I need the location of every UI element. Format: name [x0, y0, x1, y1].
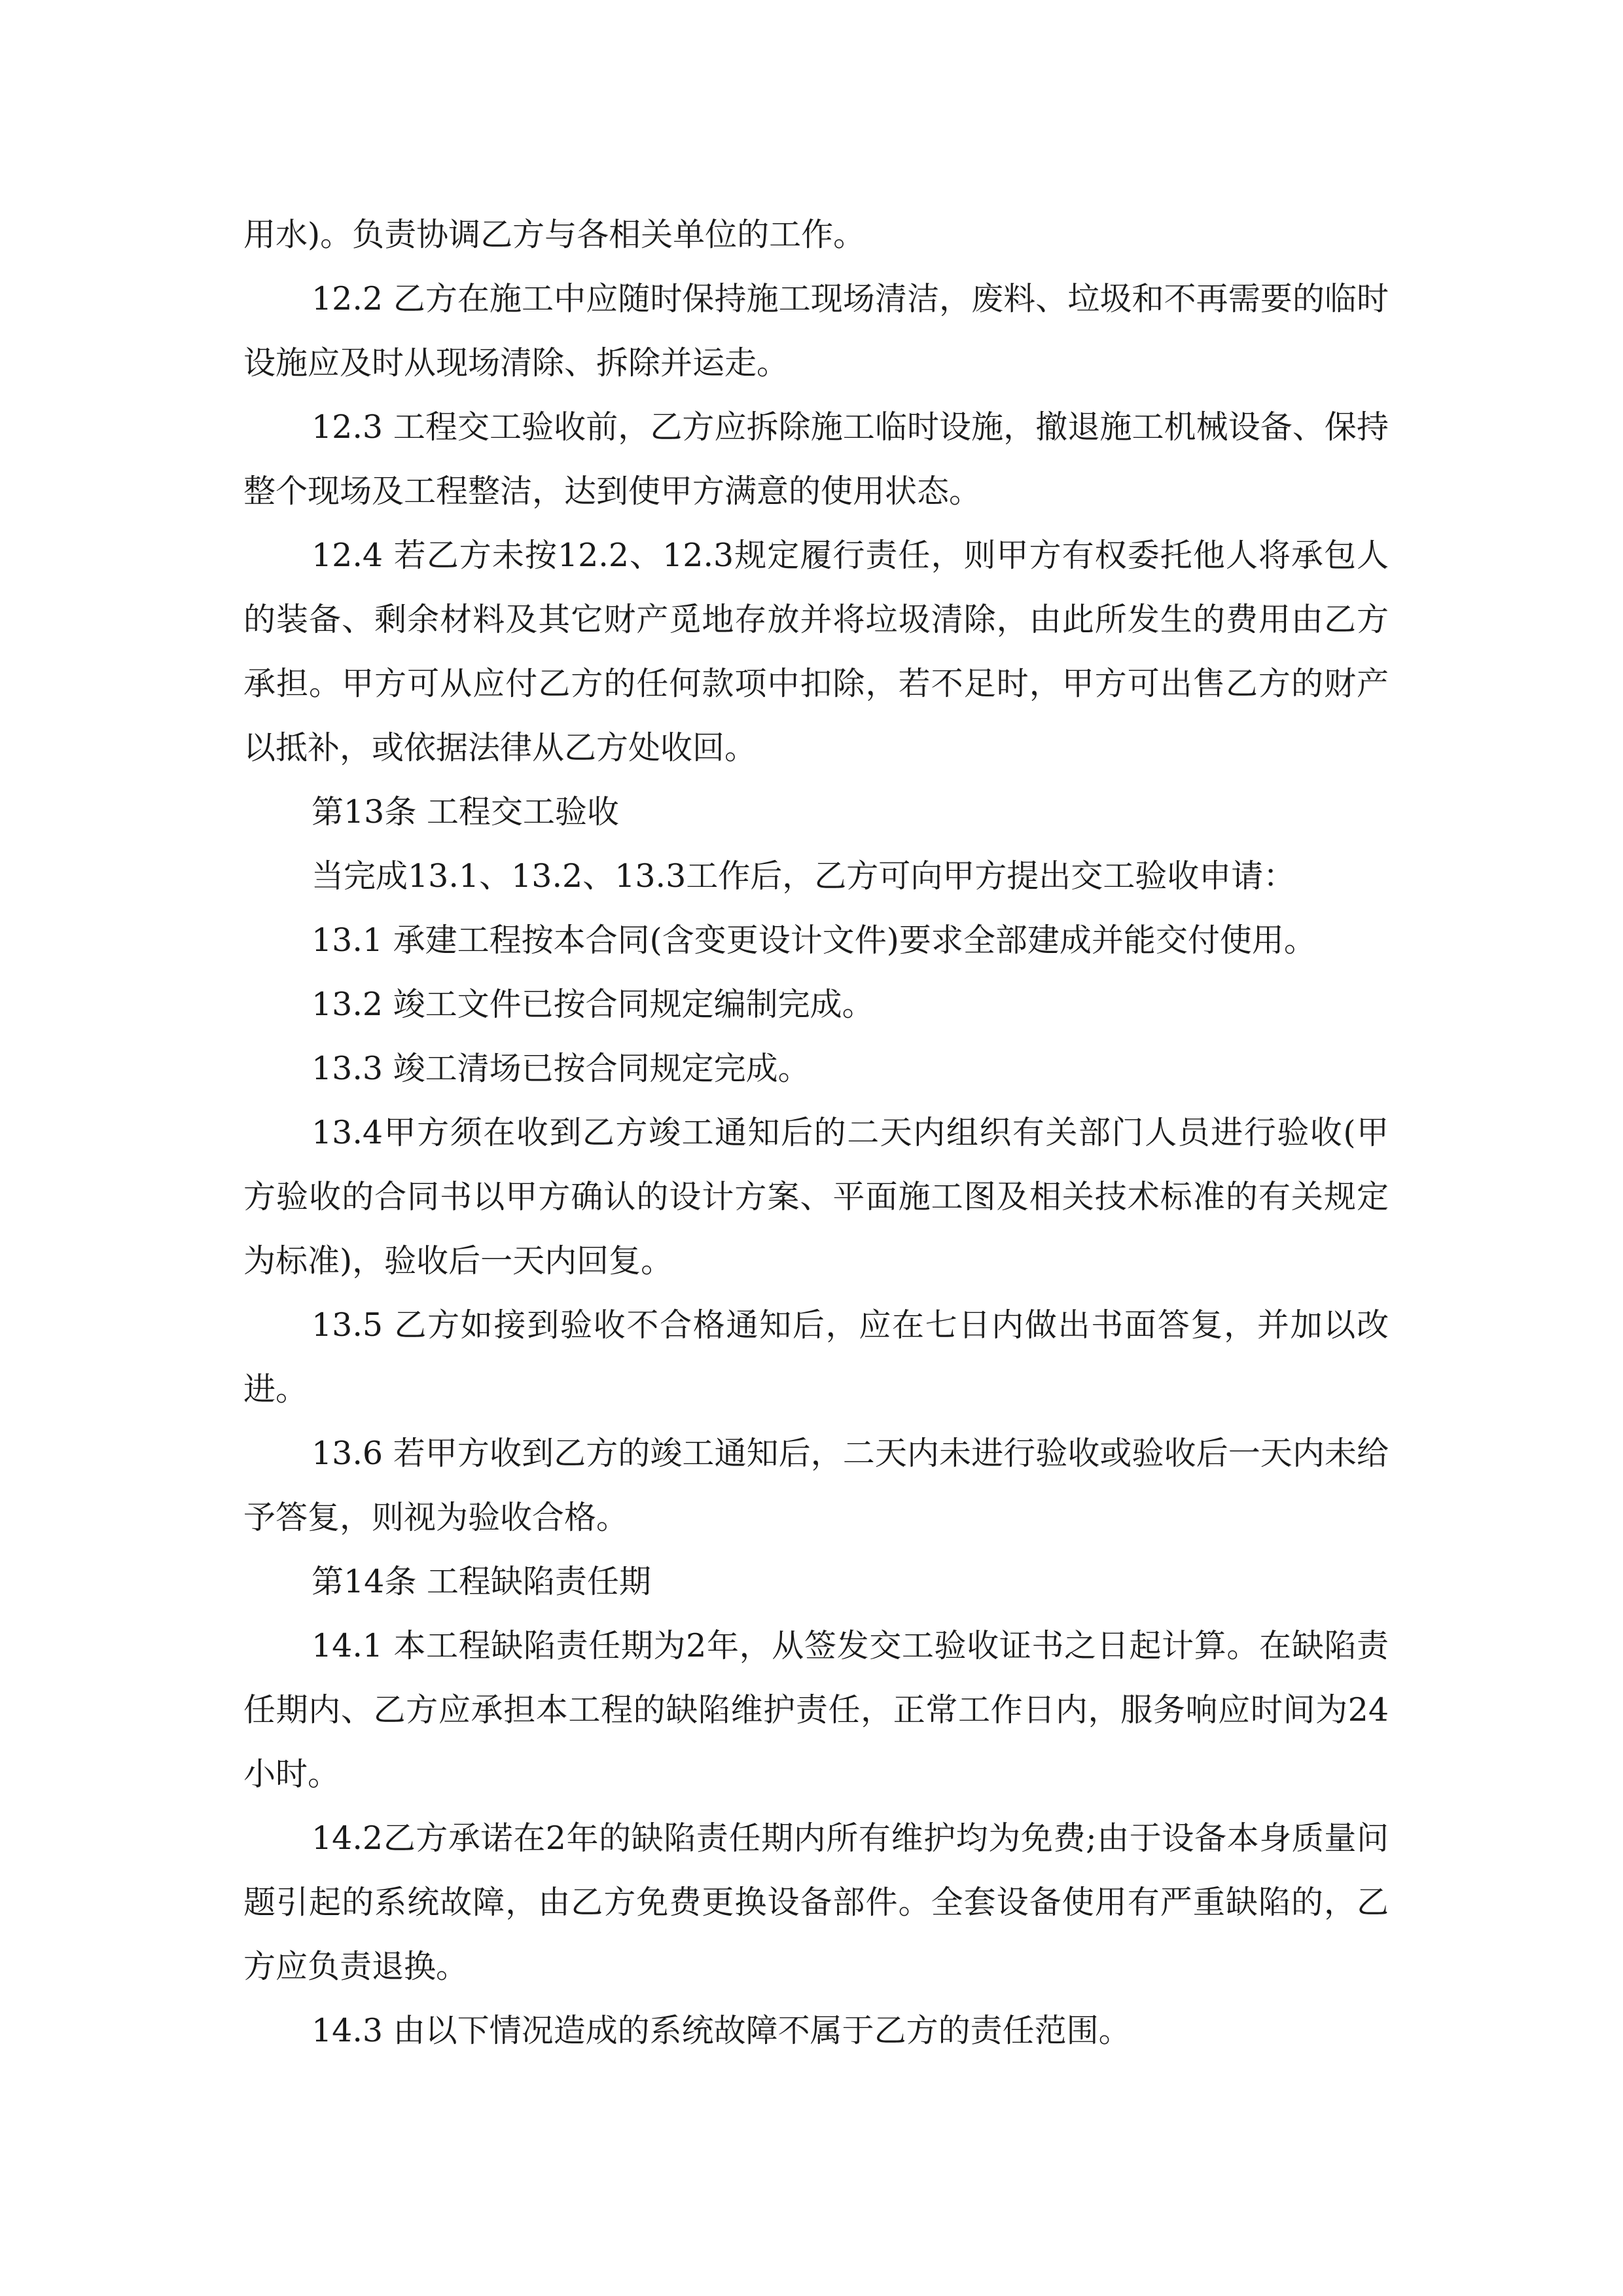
clause-12-4: 12.4 若乙方未按12.2、12.3规定履行责任，则甲方有权委托他人将承包人的装备、剩余材料及其它财产觅地存放并将垃圾清除，由此所发生的费用由乙方承担。甲方可从应付乙方的任何款项中扣除，若不足时，甲方可出售乙方的财产以抵补，或依据法律从乙方处收回。: [243, 537, 1389, 766]
clause-14-1: 14.1 本工程缺陷责任期为2年，从签发交工验收证书之日起计算。在缺陷责任期内、乙方应承担本工程的缺陷维护责任，正常工作日内，服务响应时间为24小时。: [243, 1627, 1389, 1793]
clause-12-3: 12.3 工程交工验收前，乙方应拆除施工临时设施，撤退施工机械设备、保持整个现场及工程整洁，达到使甲方满意的使用状态。: [243, 408, 1389, 510]
clause-13-3: 13.3 竣工清场已按合同规定完成。: [312, 1050, 810, 1087]
article-13-intro: 当完成13.1、13.2、13.3工作后，乙方可向甲方提出交工验收申请：: [312, 857, 1296, 895]
paragraph-continuation: 用水)。负责协调乙方与各相关单位的工作。: [243, 216, 866, 253]
clause-12-2: 12.2 乙方在施工中应随时保持施工现场清洁，废料、垃圾和不再需要的临时设施应及时从现场清除、拆除并运走。: [243, 280, 1389, 382]
clause-13-6: 13.6 若甲方收到乙方的竣工通知后，二天内未进行验收或验收后一天内未给予答复，则视为验收合格。: [243, 1435, 1389, 1536]
article-14-heading: 第14条 工程缺陷责任期: [312, 1563, 651, 1600]
clause-14-2: 14.2乙方承诺在2年的缺陷责任期内所有维护均为免费;由于设备本身质量问题引起的系统故障，由乙方免费更换设备部件。全套设备使用有严重缺陷的，乙方应负责退换。: [243, 1820, 1389, 1985]
clause-13-5: 13.5 乙方如接到验收不合格通知后，应在七日内做出书面答复，并加以改进。: [243, 1306, 1389, 1408]
clause-13-2: 13.2 竣工文件已按合同规定编制完成。: [312, 986, 874, 1023]
article-13-heading: 第13条 工程交工验收: [312, 793, 619, 831]
clause-13-1: 13.1 承建工程按本合同(含变更设计文件)要求全部建成并能交付使用。: [312, 922, 1316, 959]
clause-13-4: 13.4甲方须在收到乙方竣工通知后的二天内组织有关部门人员进行验收(甲方验收的合同书以甲方确认的设计方案、平面施工图及相关技术标准的有关规定为标准)，验收后一天内回复。: [243, 1114, 1389, 1280]
contract-body: [243, 203, 1389, 2063]
clause-14-3: 14.3 由以下情况造成的系统故障不属于乙方的责任范围。: [312, 2012, 1131, 2049]
